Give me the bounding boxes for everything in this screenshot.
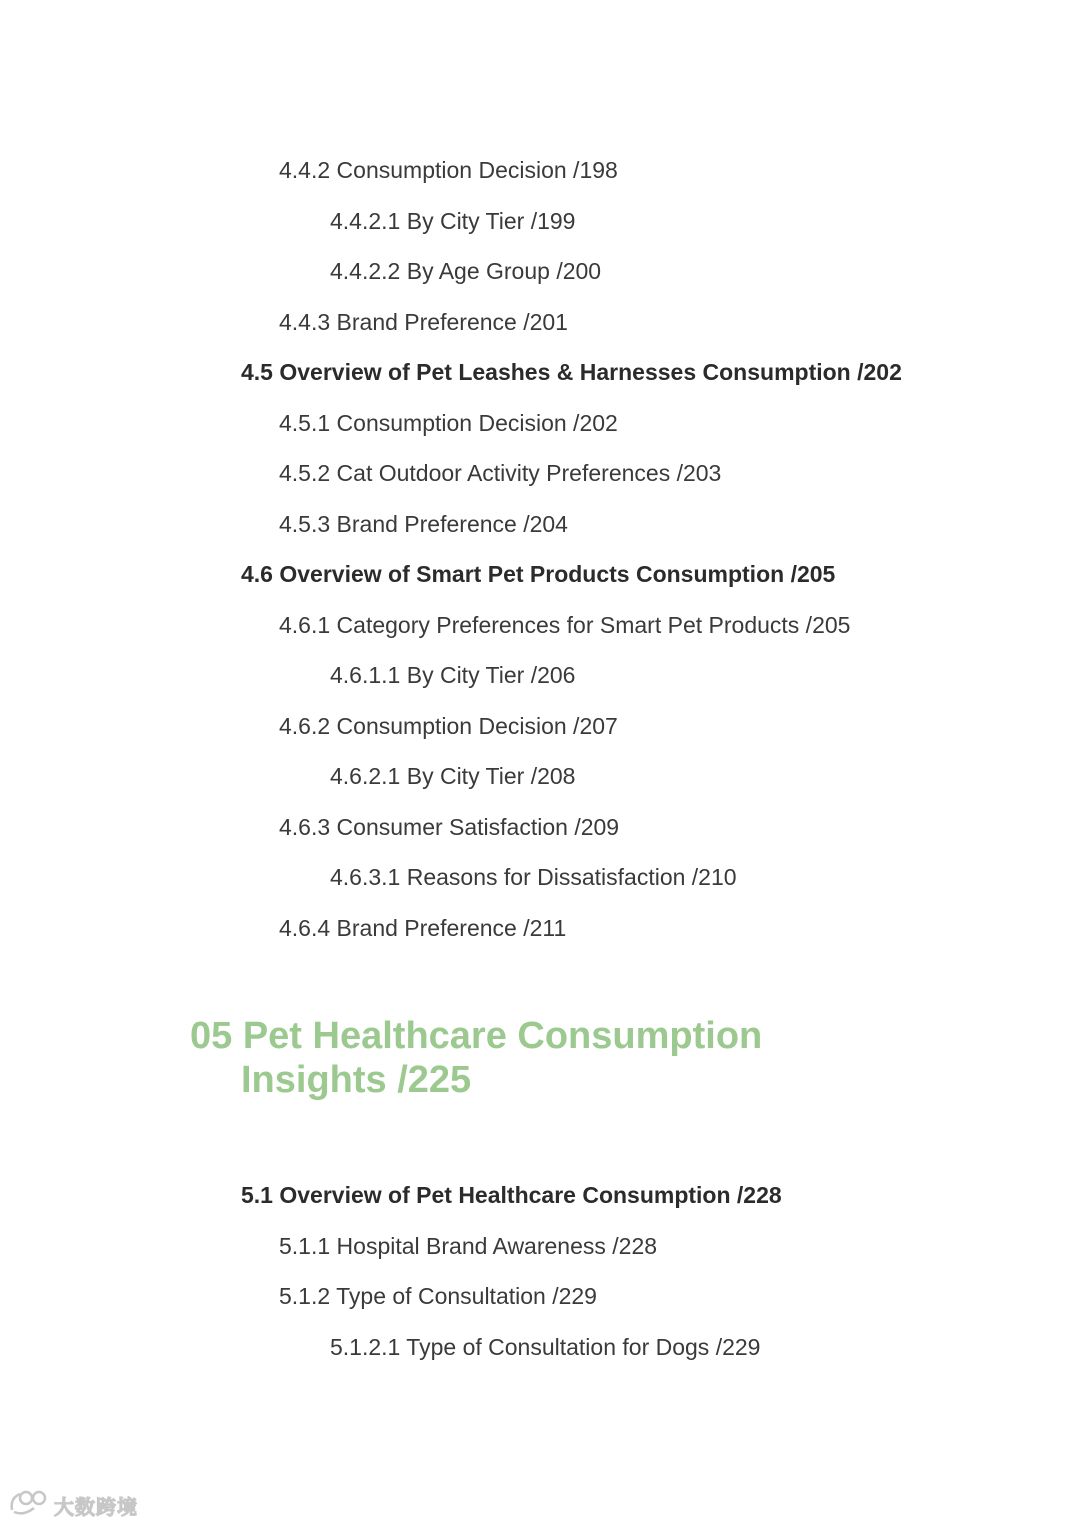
toc-entry-5-1-1[interactable]: 5.1.1 Hospital Brand Awareness /228	[279, 1233, 658, 1259]
toc-entry-4-6-4[interactable]: 4.6.4 Brand Preference /211	[279, 915, 567, 941]
toc-entry-4-6-3[interactable]: 4.6.3 Consumer Satisfaction /209	[279, 814, 620, 840]
toc-entry-4-4-3[interactable]: 4.4.3 Brand Preference /201	[279, 309, 568, 335]
chapter-title-line-2: Insights /225	[241, 1059, 472, 1101]
watermark-text: 大数跨境	[54, 1495, 138, 1519]
toc-entry-4-4-2[interactable]: 4.4.2 Consumption Decision /198	[279, 157, 618, 183]
watermark	[8, 1488, 138, 1523]
toc-entry-4-6-1[interactable]: 4.6.1 Category Preferences for Smart Pet Products /205	[279, 612, 851, 638]
toc-entry-4-5-3[interactable]: 4.5.3 Brand Preference /204	[279, 511, 568, 537]
toc-entry-4-4-2-2[interactable]: 4.4.2.2 By Age Group /200	[330, 258, 602, 284]
toc-entry-4-6-3-1[interactable]: 4.6.3.1 Reasons for Dissatisfaction /210	[330, 864, 737, 890]
chapter-title[interactable]	[190, 1014, 762, 1102]
toc-entry-4-6-2-1[interactable]: 4.6.2.1 By City Tier /208	[330, 763, 576, 789]
toc-section-4-5[interactable]: 4.5 Overview of Pet Leashes & Harnesses Consumption /202	[241, 359, 902, 385]
brand-logo-icon	[8, 1488, 50, 1523]
toc-entry-4-4-2-1[interactable]: 4.4.2.1 By City Tier /199	[330, 208, 576, 234]
toc-section-4-6[interactable]: 4.6 Overview of Smart Pet Products Consumption /205	[241, 561, 836, 587]
toc-entry-4-5-2[interactable]: 4.5.2 Cat Outdoor Activity Preferences /203	[279, 460, 722, 486]
toc-entry-4-5-1[interactable]: 4.5.1 Consumption Decision /202	[279, 410, 618, 436]
toc-section-5-1[interactable]: 5.1 Overview of Pet Healthcare Consumption /228	[241, 1182, 782, 1208]
chapter-title-line-1: 05 Pet Healthcare Consumption	[190, 1015, 763, 1057]
toc-entry-4-6-1-1[interactable]: 4.6.1.1 By City Tier /206	[330, 662, 576, 688]
toc-entry-5-1-2-1[interactable]: 5.1.2.1 Type of Consultation for Dogs /229	[330, 1334, 761, 1360]
toc-entry-5-1-2[interactable]: 5.1.2 Type of Consultation /229	[279, 1283, 597, 1309]
toc-entry-4-6-2[interactable]: 4.6.2 Consumption Decision /207	[279, 713, 618, 739]
